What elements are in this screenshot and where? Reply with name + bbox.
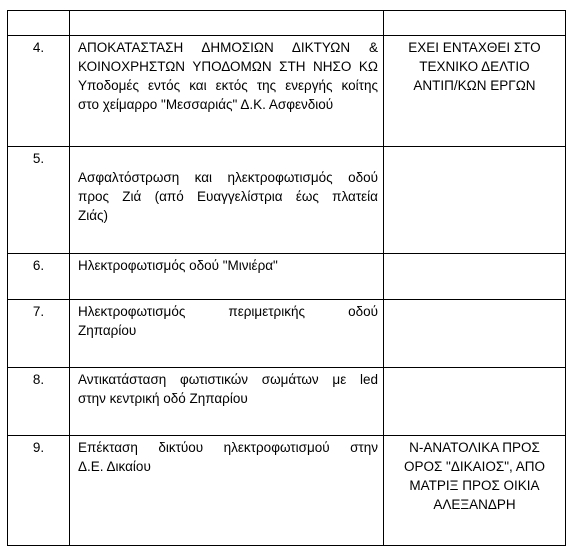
row-note bbox=[384, 300, 566, 368]
note-line: ΑΛΕΞΑΝΔΡΗ bbox=[433, 497, 516, 512]
description-line: προς Ζιά (από Ευαγγελίστρια έως πλατεία bbox=[78, 189, 378, 204]
table-row bbox=[8, 147, 566, 254]
note-line: ΟΡΟΣ "ΔΙΚΑΙΟΣ", ΑΠΟ bbox=[403, 459, 546, 474]
description-line: Αντικατάσταση φωτιστικών σωμάτων με led bbox=[78, 372, 378, 387]
row-note bbox=[384, 147, 566, 254]
table-row bbox=[8, 254, 566, 300]
description-line: Ηλεκτροφωτισμός περιμετρικής οδού bbox=[78, 304, 378, 319]
row-number: 6. bbox=[8, 254, 70, 300]
empty-cell bbox=[8, 11, 70, 36]
table-row-empty-top bbox=[8, 11, 566, 36]
row-note bbox=[384, 436, 566, 546]
table-row bbox=[8, 368, 566, 436]
table-row bbox=[8, 300, 566, 368]
row-note bbox=[384, 254, 566, 300]
note-line: ΕΧΕΙ ΕΝΤΑΧΘΕΙ ΣΤΟ bbox=[408, 40, 541, 55]
row-description bbox=[70, 300, 384, 368]
description-line: Δ.Ε. Δικαίου bbox=[78, 459, 151, 474]
row-number: 7. bbox=[8, 300, 70, 368]
row-note bbox=[384, 368, 566, 436]
note-line: ΜΑΤΡΙΞ ΠΡΟΣ ΟΙΚΙΑ bbox=[409, 478, 540, 493]
note-line: ΑΝΤΙΠ/ΚΩΝ ΕΡΓΩΝ bbox=[413, 78, 536, 93]
row-note bbox=[384, 36, 566, 147]
description-line: Ζηπαρίου bbox=[78, 323, 137, 338]
row-number: 8. bbox=[8, 368, 70, 436]
description-line: Ζιάς) bbox=[78, 208, 109, 223]
description-line: στην κεντρική οδό Ζηπαρίου bbox=[78, 391, 248, 406]
row-description bbox=[70, 147, 384, 254]
description-line: Ασφαλτόστρωση και ηλεκτροφωτισμός οδού bbox=[78, 170, 378, 185]
description-line: Ηλεκτροφωτισμός οδού "Μινιέρα" bbox=[78, 258, 278, 273]
description-line: ΑΠΟΚΑΤΑΣΤΑΣΗ ΔΗΜΟΣΙΩΝ ΔΙΚΤΥΩΝ & bbox=[78, 40, 378, 55]
projects-table bbox=[7, 10, 566, 546]
description-line: ΚΟΙΝΟΧΡΗΣΤΩΝ ΥΠΟΔΟΜΩΝ ΣΤΗ ΝΗΣΟ ΚΩ bbox=[78, 59, 378, 74]
description-line: Υποδομές εντός και εκτός της ενεργής κοίτης bbox=[78, 78, 378, 93]
note-line: ΤΕΧΝΙΚΟ ΔΕΛΤΙΟ bbox=[419, 59, 530, 74]
row-description bbox=[70, 36, 384, 147]
table-row bbox=[8, 36, 566, 147]
empty-cell bbox=[384, 11, 566, 36]
note-line: Ν-ΑΝΑΤΟΛΙΚΑ ΠΡΟΣ bbox=[409, 440, 540, 455]
row-description bbox=[70, 436, 384, 546]
description-line: Επέκταση δικτύου ηλεκτροφωτισμού στην bbox=[78, 440, 378, 455]
row-number: 4. bbox=[8, 36, 70, 147]
row-description bbox=[70, 368, 384, 436]
row-number: 9. bbox=[8, 436, 70, 546]
empty-cell bbox=[70, 11, 384, 36]
row-number: 5. bbox=[8, 147, 70, 254]
table-row bbox=[8, 436, 566, 546]
description-line: στο χείμαρρο "Μεσσαριάς" Δ.Κ. Ασφενδιού bbox=[78, 97, 334, 112]
row-description bbox=[70, 254, 384, 300]
